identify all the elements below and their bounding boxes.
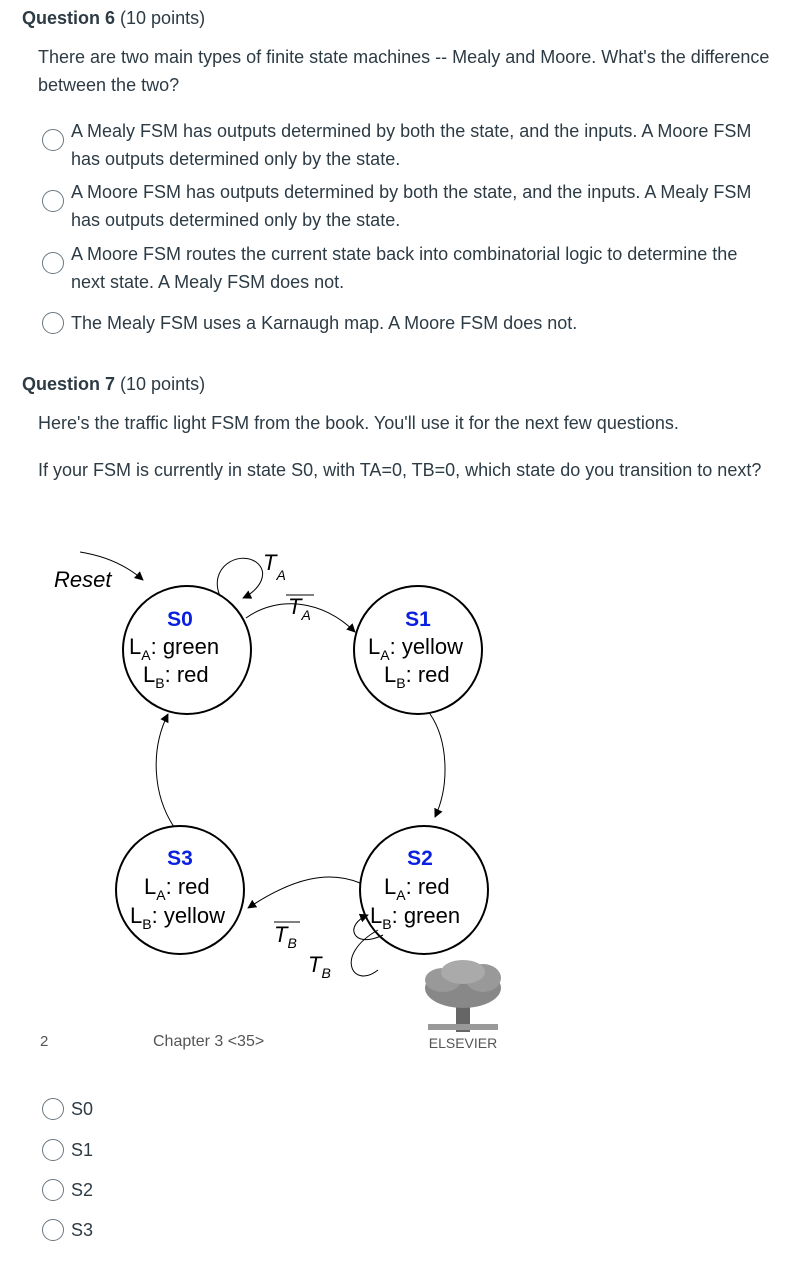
q6-option-4-label: The Mealy FSM uses a Karnaugh map. A Moore FSM does not. (71, 313, 578, 333)
radio-button[interactable] (42, 190, 64, 212)
question-6-points: (10 points) (120, 8, 206, 28)
state-s0-output-a: $L_A$: green (129, 634, 220, 663)
state-s3-output-b: $L_B$: yellow (130, 903, 225, 932)
q6-option-2[interactable] (42, 178, 772, 234)
q6-option-1-label: A Mealy FSM has outputs determined by both the state, and the inputs. A Moore FSM has outputs determined only by the state. (71, 121, 752, 169)
q6-option-3-label: A Moore FSM routes the current state back into combinatorial logic to determine the next state. A Mealy FSM does not. (71, 244, 738, 292)
q6-option-3[interactable] (42, 240, 772, 296)
radio-button[interactable] (42, 252, 64, 274)
q7-option-s1-label: S1 (71, 1140, 94, 1160)
radio-button[interactable] (42, 1139, 64, 1161)
state-s0-name: S0 (167, 608, 193, 631)
q7-option-s3-label: S3 (71, 1220, 94, 1240)
state-s2-output-b: $L_B$: green (370, 903, 461, 932)
label-tb-bar: $T_B$ (274, 922, 297, 951)
elsevier-wordmark: ELSEVIER (428, 1035, 498, 1051)
question-7-points: (10 points) (120, 374, 206, 394)
traffic-light-fsm-diagram (38, 540, 538, 1060)
question-7-number: Question 7 (22, 374, 116, 394)
q7-option-s2[interactable] (42, 1176, 772, 1204)
s0-self-loop-arrow (217, 558, 262, 598)
question-7-prompt: If your FSM is currently in state S0, with TA=0, TB=0, which state do you transition to next? (38, 460, 762, 480)
label-ta-bar: $T_A$ (288, 594, 311, 623)
question-6-prompt: There are two main types of finite state machines -- Mealy and Moore. What's the difference between the two? (38, 47, 770, 95)
reset-label: Reset (54, 567, 112, 592)
state-s1-output-a: $L_A$: yellow (368, 634, 463, 663)
s3-to-s0-arrow (156, 714, 174, 827)
radio-button[interactable] (42, 1219, 64, 1241)
radio-button[interactable] (42, 1098, 64, 1120)
q6-option-1[interactable] (42, 117, 772, 173)
state-s3-name: S3 (167, 847, 193, 870)
q7-option-s3[interactable] (42, 1216, 772, 1244)
elsevier-logo (425, 960, 501, 1032)
question-7-title (22, 374, 205, 395)
q7-option-s0[interactable] (42, 1095, 772, 1123)
page-mark: 2 (40, 1033, 49, 1050)
s1-to-s2-arrow (430, 714, 445, 817)
question-6-title (22, 8, 205, 29)
q6-option-4[interactable] (42, 309, 772, 337)
state-s1-output-b: $L_B$: red (384, 662, 450, 691)
question-7-intro: Here's the traffic light FSM from the book. You'll use it for the next few questions. (38, 413, 679, 433)
q7-option-s0-label: S0 (71, 1099, 94, 1119)
radio-button[interactable] (42, 312, 64, 334)
label-ta-loop: $T_A$ (263, 550, 286, 583)
state-s0-output-b: $L_B$: red (143, 662, 209, 691)
s2-self-loop-arrow (351, 930, 378, 976)
radio-button[interactable] (42, 129, 64, 151)
q6-option-2-label: A Moore FSM has outputs determined by both the state, and the inputs. A Mealy FSM has outputs determined only by the state. (71, 182, 752, 230)
radio-button[interactable] (42, 1179, 64, 1201)
state-s2-name: S2 (407, 847, 433, 870)
label-tb-loop: $T_B$ (308, 952, 331, 981)
q7-option-s2-label: S2 (71, 1180, 94, 1200)
chapter-footer: Chapter 3 <35> (153, 1033, 265, 1050)
state-s3-output-a: $L_A$: red (144, 874, 210, 903)
state-s2-output-a: $L_A$: red (384, 874, 450, 903)
question-6-number: Question 6 (22, 8, 116, 28)
state-s1-name: S1 (405, 608, 431, 631)
q7-option-s1[interactable] (42, 1136, 772, 1164)
s2-to-s3-arrow (248, 877, 360, 908)
